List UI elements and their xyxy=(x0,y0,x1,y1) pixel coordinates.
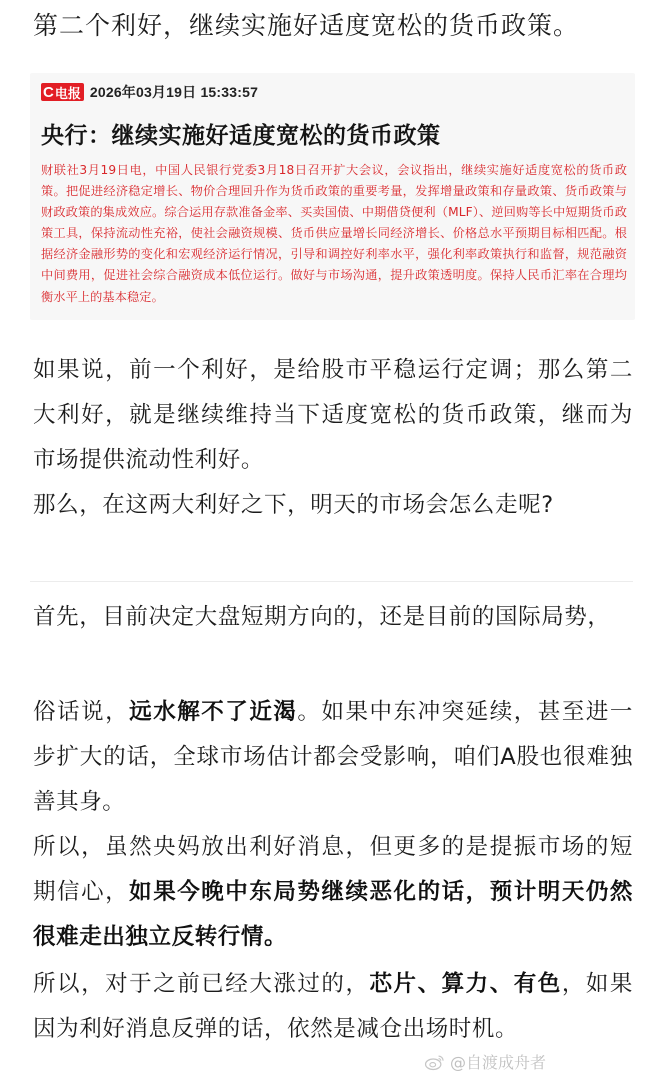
cls-logo-letter: C xyxy=(43,83,54,101)
paragraph-4 xyxy=(33,690,633,825)
cls-logo-text: 电报 xyxy=(54,86,81,102)
divider xyxy=(30,581,633,582)
paragraph-1: 如果说，前一个利好，是给股市平稳运行定调；那么第二大利好，就是继续维持当下适度宽松的货币政策，继而为市场提供流动性利好。 xyxy=(33,357,633,473)
paragraph-5-lead: 所以，虽然央妈放出利好消息，但更多的是提振市场的短期信心， xyxy=(33,834,633,905)
news-screenshot-card xyxy=(30,73,635,320)
paragraph-2: 那么，在这两大利好之下，明天的市场会怎么走呢? xyxy=(33,492,554,518)
card-meta-row xyxy=(41,82,258,102)
paragraph-6-emphasis: 芯片、算力、有色 xyxy=(369,971,562,997)
paragraph-4-emphasis: 远水解不了近渴 xyxy=(129,699,298,725)
paragraph-5 xyxy=(33,825,633,960)
paragraph-3: 首先，目前决定大盘短期方向的，还是目前的国际局势， xyxy=(33,604,611,630)
paragraph-5-emphasis: 如果今晚中东局势继续恶化的话，预计明天仍然很难走出独立反转行情。 xyxy=(33,879,633,950)
weibo-icon xyxy=(424,1053,446,1071)
paragraph-6-rest: ，如果因为利好消息反弹的话，依然是减仓出场时机。 xyxy=(33,971,633,1042)
section-headline: 第二个利好，继续实施好适度宽松的货币政策。 xyxy=(33,11,580,40)
watermark-text: @自渡成舟者 xyxy=(449,1053,546,1072)
paragraph-6-lead: 所以，对于之前已经大涨过的， xyxy=(33,971,370,997)
paragraph-4-rest: 。如果中东冲突延续，甚至进一步扩大的话，全球市场估计都会受影响，咱们A股也很难独善其身。 xyxy=(33,699,634,815)
paragraph-6 xyxy=(33,962,633,1052)
weibo-watermark xyxy=(424,1050,546,1073)
card-title: 央行：继续实施好适度宽松的货币政策 xyxy=(41,123,441,149)
cls-logo xyxy=(41,83,84,101)
card-timestamp: 2026年03月19日 15:33:57 xyxy=(89,84,259,100)
card-body-text: 财联社3月19日电，中国人民银行党委3月18日召开扩大会议，会议指出，继续实施好适度宽松的货币政策。把促进经济稳定增长、物价合理回升作为货币政策的重要考量，发挥增量政策和存量政策、货币政策与财政政策的集成效应。综合运用存款准备金率、买卖国债、中期借贷便利（MLF）、逆回购等长中短期货币政策工具，保持流动性充裕，使社会融资规模、货币供应量增长同经济增长、价格总水平预期目标相匹配。根据经济金融形势的变化和宏观经济运行情况，引导和调控好利率水平，强化利率政策执行和监督，规范融资中间费用，促进社会综合融资成本低位运行。做好与市场沟通，提升政策透明度。保持人民币汇率在合理均衡水平上的基本稳定。 xyxy=(41,163,627,304)
paragraph-4-lead: 俗话说， xyxy=(33,699,130,725)
